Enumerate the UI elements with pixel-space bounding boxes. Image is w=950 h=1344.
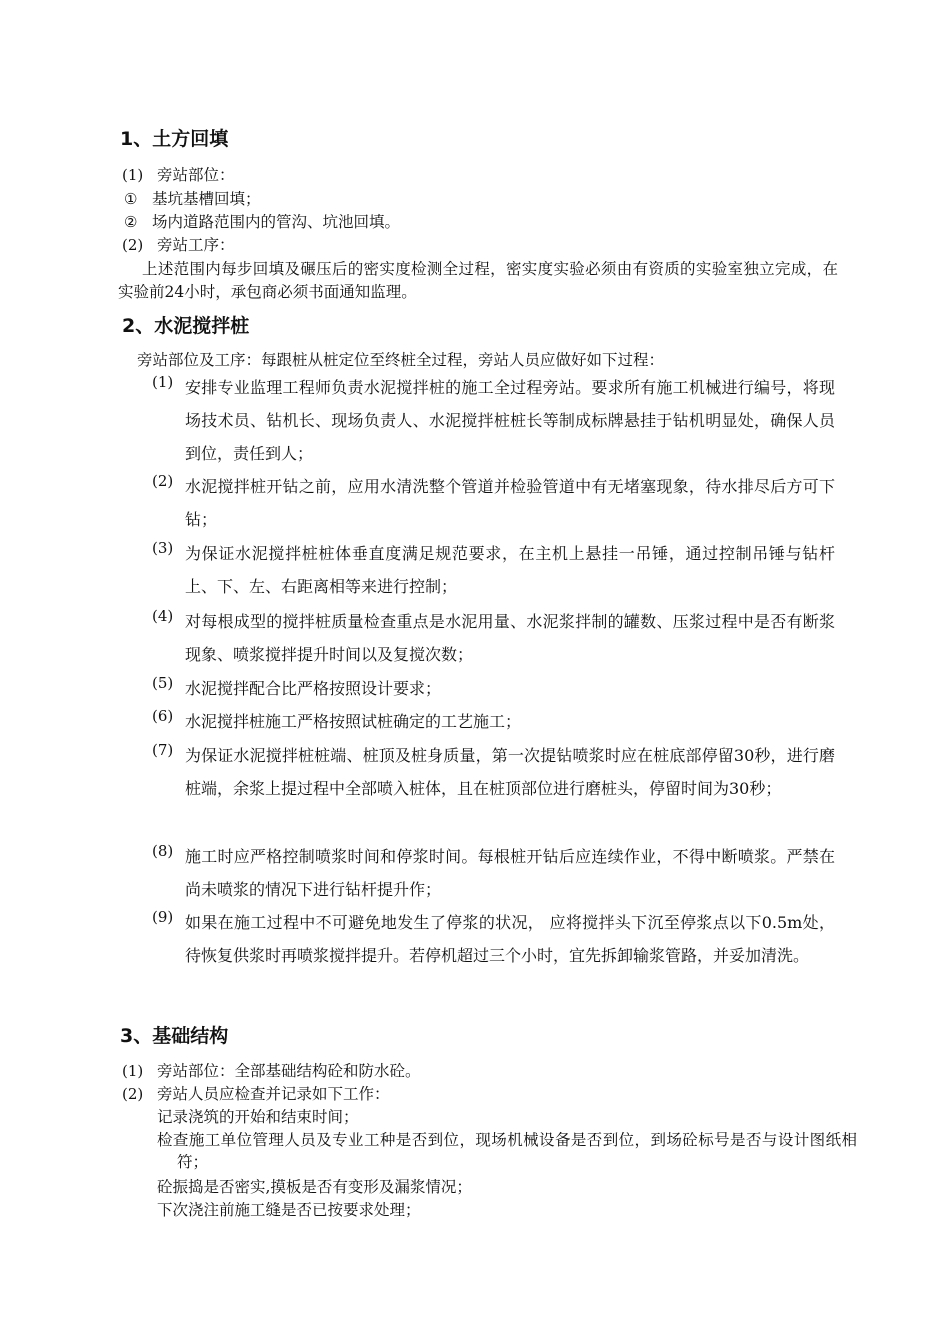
s3-line1-text: 旁站部位：全部基础结构砼和防水砼。 [157,1062,421,1080]
s1-line1-number: (1) [122,166,144,184]
s3-line2-number: (2) [122,1085,144,1103]
s2-item-2-number: (2) [152,472,174,490]
s3-line4-text: 检查施工单位管理人员及专业工种是否到位，现场机械设备是否到位，到场砼标号是否与设计图纸相符； [157,1131,857,1171]
s2-item-9-text: 如果在施工过程中不可避免地发生了停浆的状况， 应将搅拌头下沉至停浆点以下0.5m处，待恢复供浆时再喷浆搅拌提升。若停机超过三个小时，宜先拆卸输浆管路，并妥加清洗。 [185,913,835,965]
s1-line2-number: ① [124,190,138,208]
s2-item-1-number: (1) [152,373,174,391]
s2-item-6-text: 水泥搅拌桩施工严格按照试桩确定的工艺施工； [185,712,522,731]
s2-item-4-number: (4) [152,607,174,625]
s2-intro: 旁站部位及工序：每跟桩从桩定位至终桩全过程，旁站人员应做好如下过程： [137,351,665,369]
s2-item-4-text: 对每根成型的搅拌桩质量检查重点是水泥用量、水泥浆拌制的罐数、压浆过程中是否有断浆现象、喷浆搅拌提升时间以及复搅次数； [185,612,835,664]
s2-item-8-number: (8) [152,842,174,860]
s2-item-1-text: 安排专业监理工程师负责水泥搅拌桩的施工全过程旁站。要求所有施工机械进行编号，将现场技术员、钻机长、现场负责人、水泥搅拌桩桩长等制成标牌悬挂于钻机明显处，确保人员到位，责任到人； [185,378,835,463]
s3-line3-text: 记录浇筑的开始和结束时间； [157,1108,359,1126]
s1-paragraph: 上述范围内每步回填及碾压后的密实度检测全过程，密实度实验必须由有资质的实验室独立完成，在实验前24小时，承包商必须书面通知监理。 [118,260,838,301]
s3-line5-text: 砼振捣是否密实,摸板是否有变形及漏浆情况； [157,1178,472,1196]
s3-line6-text: 下次浇注前施工缝是否已按要求处理； [157,1201,421,1219]
section-1-heading: 1、土方回填 [120,128,229,150]
s1-line4-text: 旁站工序： [157,236,235,254]
s2-item-2-text: 水泥搅拌桩开钻之前，应用水清洗整个管道并检验管道中有无堵塞现象，待水排尽后方可下钻； [185,477,835,529]
section-2-heading: 2、水泥搅拌桩 [122,315,250,337]
s1-line1-text: 旁站部位： [157,166,235,184]
s2-item-7-number: (7) [152,741,174,759]
s2-item-8-text: 施工时应严格控制喷浆时间和停浆时间。每根桩开钻后应连续作业，不得中断喷浆。严禁在尚未喷浆的情况下进行钻杆提升作； [185,847,835,899]
s1-line2-text: 基坑基槽回填； [152,190,261,208]
s2-item-7-text: 为保证水泥搅拌桩桩端、桩顶及桩身质量，第一次提钻喷浆时应在桩底部停留30秒，进行磨桩端，余浆上提过程中全部喷入桩体，且在桩顶部位进行磨桩头，停留时间为30秒； [185,746,835,798]
s3-line2-text: 旁站人员应检查并记录如下工作： [157,1085,390,1103]
s1-line3-number: ② [124,213,138,231]
section-3-heading: 3、基础结构 [120,1025,229,1047]
s1-line3-text: 场内道路范围内的管沟、坑池回填。 [152,213,401,231]
s2-item-5-number: (5) [152,674,174,692]
s2-item-3-text: 为保证水泥搅拌桩桩体垂直度满足规范要求，在主机上悬挂一吊锤，通过控制吊锤与钻杆上、下、左、右距离相等来进行控制； [185,544,835,596]
s2-item-9-number: (9) [152,908,174,926]
s3-line1-number: (1) [122,1062,144,1080]
s2-item-6-number: (6) [152,707,174,725]
s1-line4-number: (2) [122,236,144,254]
s2-item-5-text: 水泥搅拌配合比严格按照设计要求； [185,679,442,698]
s2-item-3-number: (3) [152,539,174,557]
